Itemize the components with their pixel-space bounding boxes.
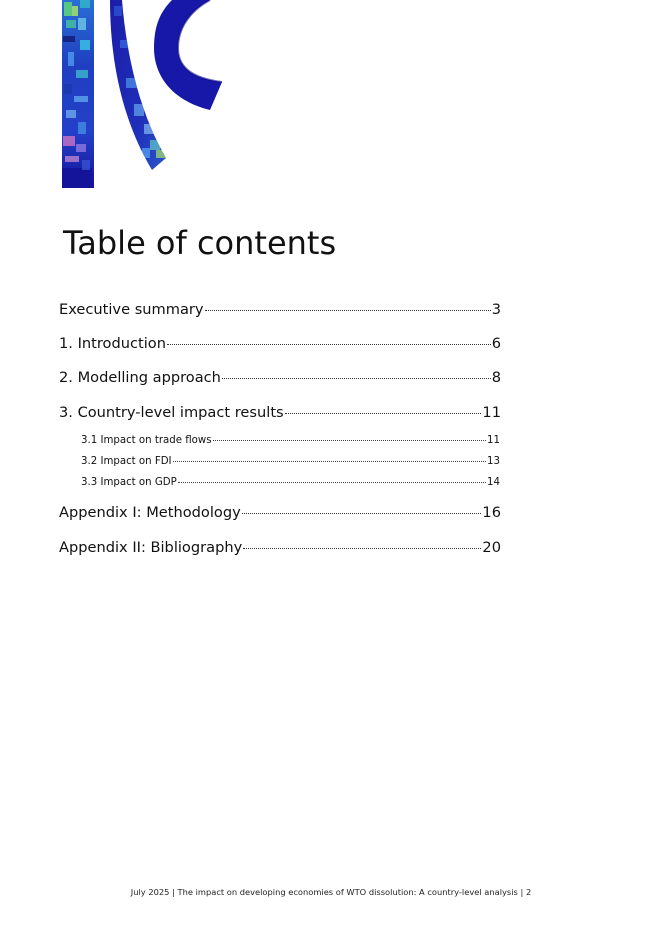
dot-leader bbox=[178, 482, 486, 483]
toc-page-number: 14 bbox=[487, 477, 500, 488]
toc-entry-introduction[interactable] bbox=[59, 334, 501, 354]
toc-entry-label: 3.3 Impact on GDP bbox=[81, 477, 177, 488]
toc-entry-impact-on-gdp[interactable] bbox=[81, 476, 500, 490]
dot-leader bbox=[242, 513, 482, 514]
toc-entry-impact-on-fdi[interactable] bbox=[81, 455, 500, 469]
dot-leader bbox=[173, 461, 486, 462]
toc-entry-appendix-bibliography[interactable] bbox=[59, 538, 501, 558]
toc-page-number: 8 bbox=[491, 369, 501, 386]
dot-leader bbox=[205, 310, 491, 311]
toc-page-number: 16 bbox=[482, 504, 501, 521]
dot-leader bbox=[243, 548, 481, 549]
toc-page-number: 6 bbox=[491, 335, 501, 352]
toc-entry-appendix-methodology[interactable] bbox=[59, 503, 501, 523]
toc-entry-label: Appendix II: Bibliography bbox=[59, 539, 243, 556]
toc-entry-label: Executive summary bbox=[59, 301, 204, 318]
toc-page-number: 13 bbox=[487, 456, 500, 467]
dot-leader bbox=[285, 413, 482, 414]
toc-entry-modelling-approach[interactable] bbox=[59, 368, 501, 388]
toc-entry-executive-summary[interactable] bbox=[59, 300, 501, 320]
toc-entry-label: 3.1 Impact on trade flows bbox=[81, 435, 212, 446]
page-title: Table of contents bbox=[63, 224, 337, 262]
toc-entry-label: 1. Introduction bbox=[59, 335, 166, 352]
toc-entry-label: 3.2 Impact on FDI bbox=[81, 456, 172, 467]
page-footer: July 2025 | The impact on developing economies of WTO dissolution: A country-level analysis | 2 bbox=[130, 887, 532, 897]
toc-entry-label: 3. Country-level impact results bbox=[59, 404, 284, 421]
toc-page-number: 11 bbox=[482, 404, 501, 421]
toc-entry-label: Appendix I: Methodology bbox=[59, 504, 241, 521]
dot-leader bbox=[167, 344, 491, 345]
toc-page-number: 20 bbox=[482, 539, 501, 556]
toc-entry-country-level-impact-results[interactable] bbox=[59, 403, 501, 423]
toc-entry-label: 2. Modelling approach bbox=[59, 369, 221, 386]
toc-entry-impact-on-trade-flows[interactable] bbox=[81, 434, 500, 448]
toc-page-number: 11 bbox=[487, 435, 500, 446]
dot-leader bbox=[213, 440, 487, 441]
toc-page-number: 3 bbox=[491, 301, 501, 318]
dot-leader bbox=[222, 378, 491, 379]
